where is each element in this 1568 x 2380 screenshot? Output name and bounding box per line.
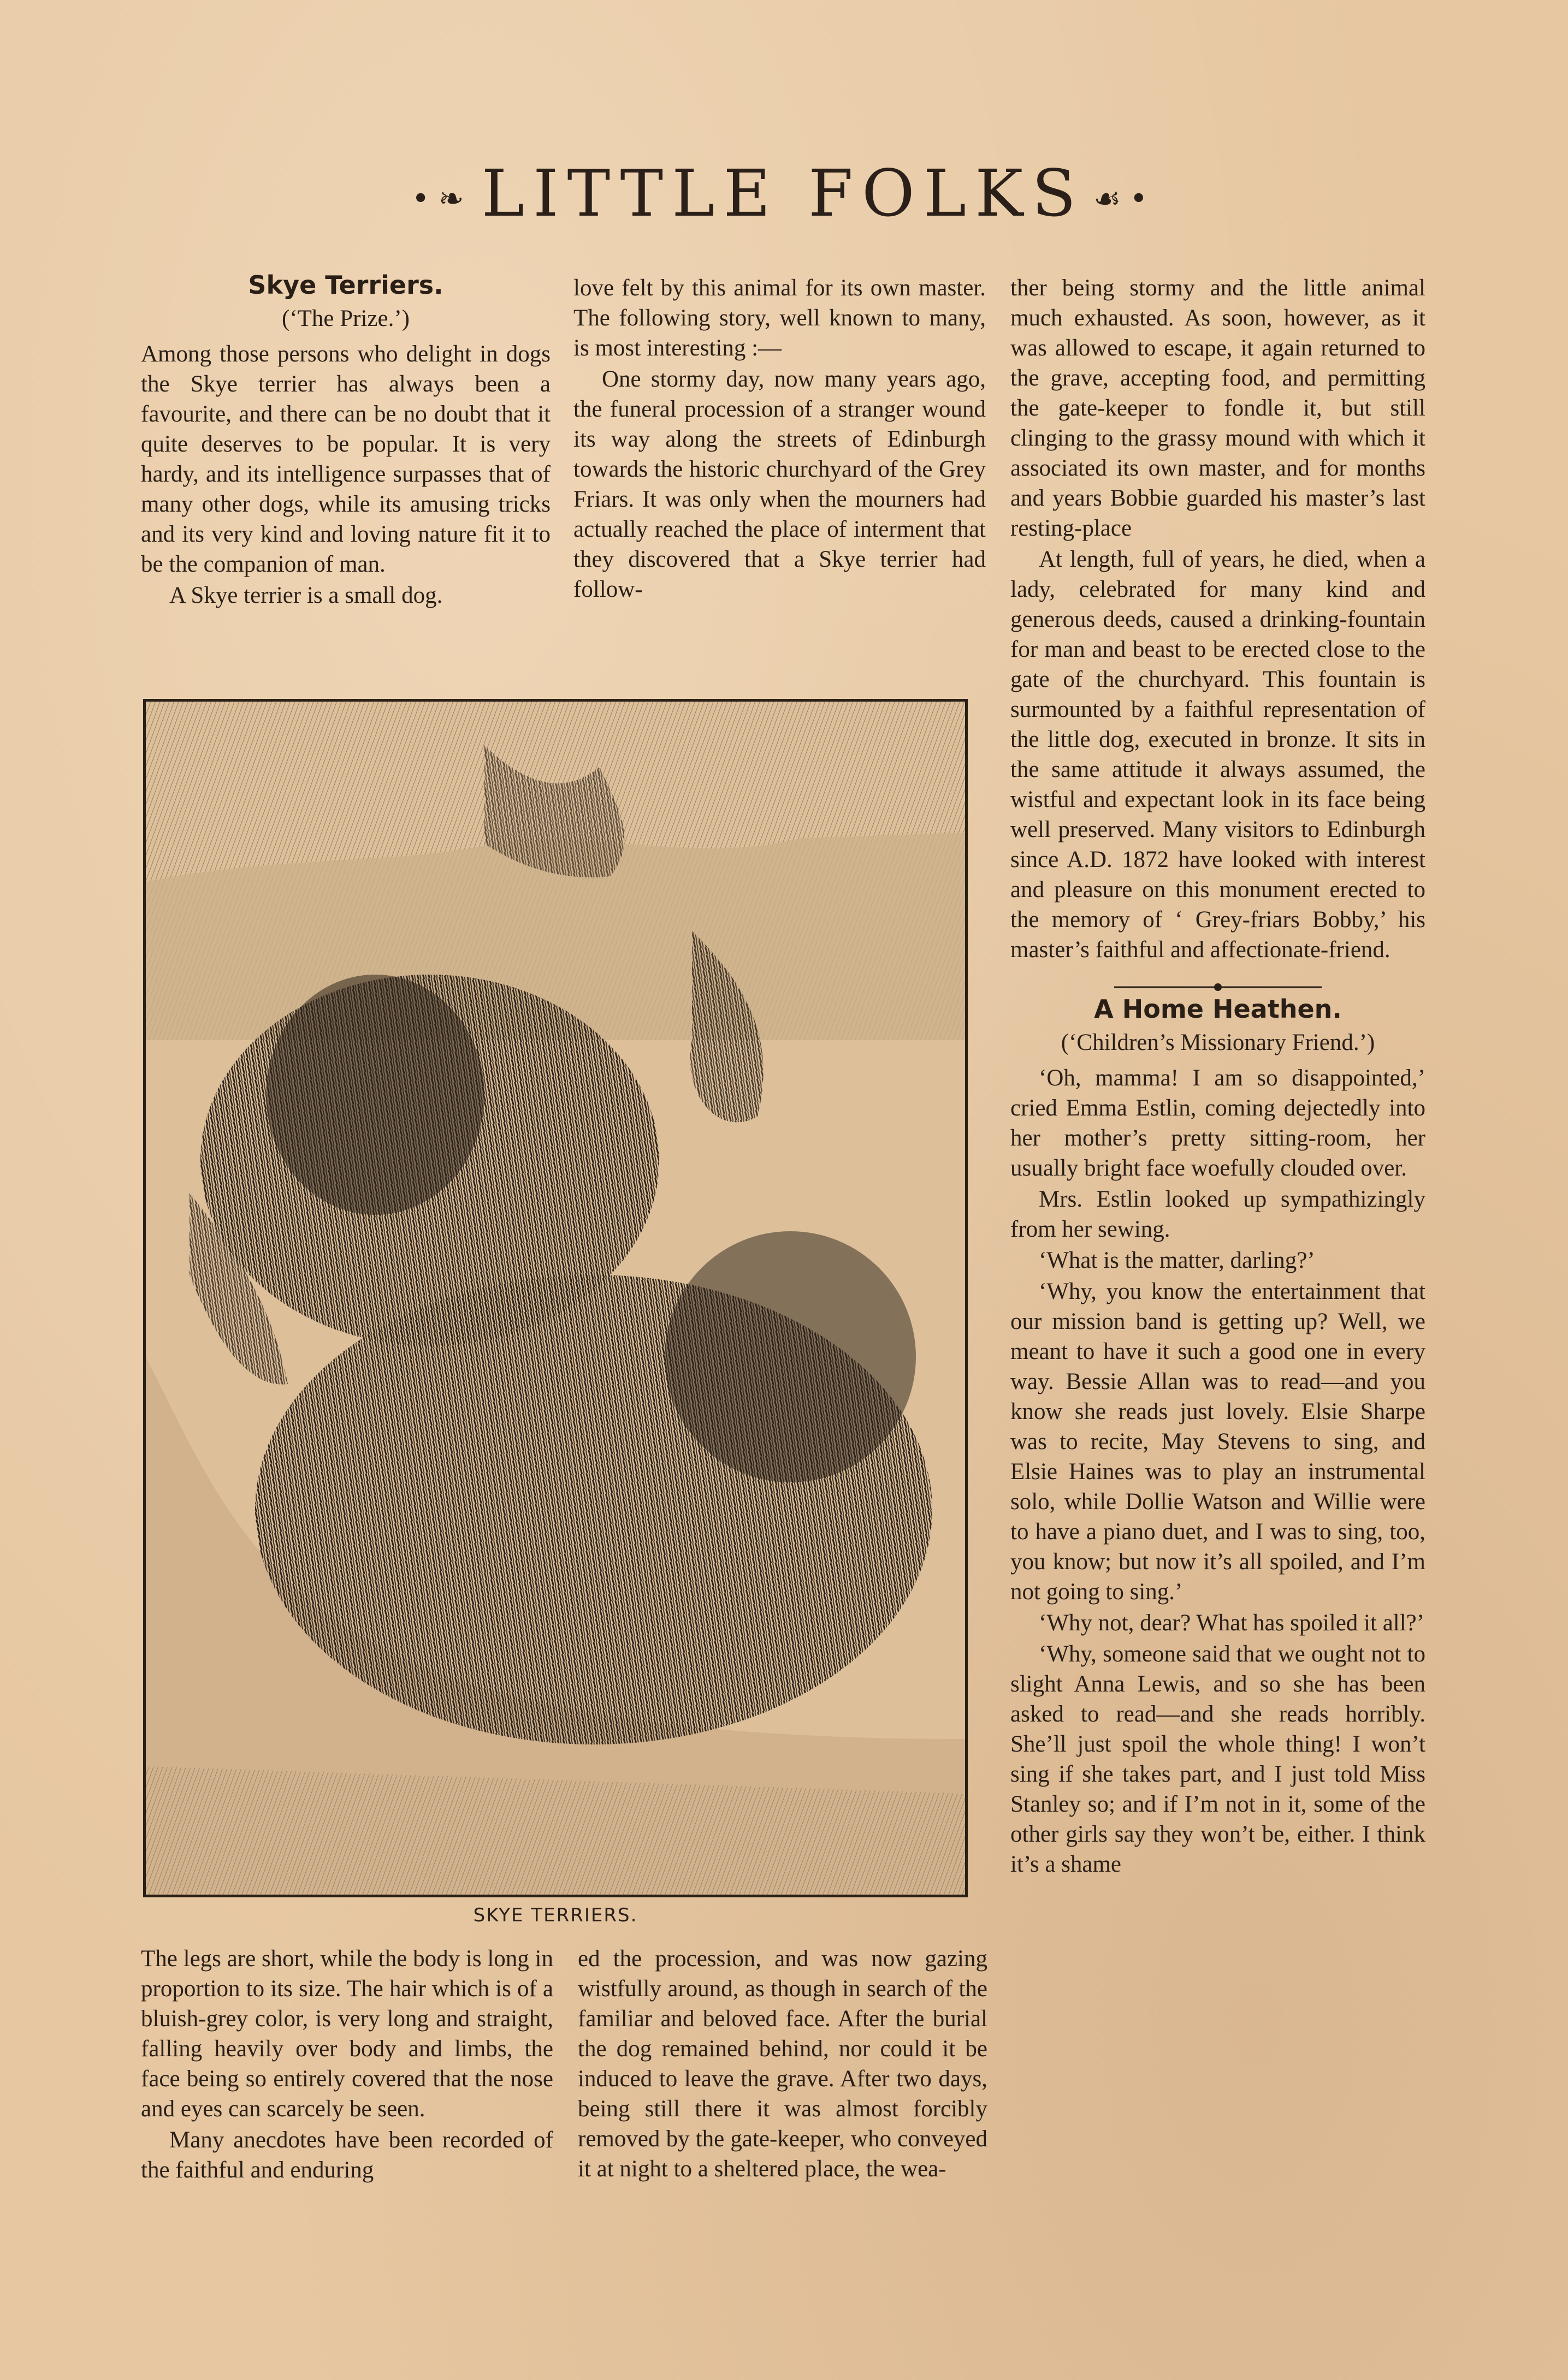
engraving-image xyxy=(146,702,965,1895)
illustration-skye-terriers xyxy=(143,699,968,1897)
article-paragraph: ‘Why not, dear? What has spoiled it all?’ xyxy=(1039,1610,1425,1636)
header-ornament-left: •❧ xyxy=(411,181,473,217)
article-paragraph: One stormy day, now many years ago, the funeral procession of a stranger wound its way along the streets of Edinburgh towards the historic churchyard of the Grey Friars. It was only when the mourners had actually reached the place of interment that they discovered that a Skye terrier had follow- xyxy=(573,366,986,602)
section-header xyxy=(0,156,1568,231)
figure-caption: SKYE TERRIERS. xyxy=(473,1904,638,1926)
article-paragraph: At length, full of years, he died, when a lady, celebrated for many kind and generous deeds, caused a drinking-fountain for man and beast to be erected close to the gate of the churchyard. This fountain is surmounted by a faithful representation of the little dog, executed in bronze. It sits in the same attitude it always assumed, the wistful and expectant look in its face being well preserved. Many visitors to Edinburgh since A.D. 1872 have looked with interest and pleasure on this monument erected to the memory of ‘ Grey-friars Bobby,’ his master’s faithful and affectionate-friend. xyxy=(1010,547,1425,963)
header-ornament-right: ☙• xyxy=(1093,181,1157,217)
divider-ornament xyxy=(1114,982,1322,993)
article-paragraph: ther being stormy and the little animal much exhausted. As soon, however, as it was allowed to escape, it again returned to the grave, accepting food, and permitting the gate-keeper to fondle it, but still clinging to the grassy mound with which it associated its own master, and for months and years Bobbie guarded his master’s last resting-place xyxy=(1010,275,1425,541)
article-paragraph: love felt by this animal for its own master. The following story, well known to many, is most interesting :— xyxy=(573,275,986,361)
column-1-top xyxy=(141,270,551,612)
article-paragraph: The legs are short, while the body is long in proportion to its size. The hair which is of a bluish-grey color, is very long and straight, falling heavily over body and limbs, the face being so entirely covered that the nose and eyes can scarcely be seen. xyxy=(141,1946,553,2122)
column-3 xyxy=(1010,273,1425,1880)
section-divider xyxy=(1010,970,1425,981)
column-1-bottom xyxy=(141,1944,553,2186)
article-paragraph: ‘Why, you know the entertainment that our mission band is getting up? Well, we meant to have it such a good one in every way. Bessie Allan was to read—and you know she reads just lovely. Elsie Sharpe was to recite, May Stevens to sing, and Elsie Haines was to play an instrumental solo, while Dollie Watson and Willie were to have a piano duet, and I was to sing, too, you know; but now it’s all spoiled, and I’m not going to sing.’ xyxy=(1010,1279,1425,1605)
article-paragraph: ‘What is the matter, darling?’ xyxy=(1039,1248,1315,1273)
article-paragraph: Mrs. Estlin looked up sympathizingly from her sewing. xyxy=(1010,1186,1425,1242)
section-title: LITTLE FOLKS xyxy=(481,156,1085,231)
article-paragraph: ed the procession, and was now gazing wistfully around, as though in search of the familiar and beloved face. After the burial the dog remained behind, nor could it be induced to leave the grave. After two days, being still there it was almost forcibly removed by the gate-keeper, who conveyed it at night to a sheltered place, the wea- xyxy=(578,1946,987,2182)
article-source-skye-terriers: (‘The Prize.’) xyxy=(282,306,410,331)
article-source-home-heathen: (‘Children’s Missionary Friend.’) xyxy=(1061,1030,1375,1055)
column-2-top xyxy=(573,273,986,606)
article-paragraph: ‘Why, someone said that we ought not to slight Anna Lewis, and so she has been asked to read—and she reads horribly. She’ll just spoil the whole thing! I won’t sing if she takes part, and I just told Miss Stanley so; and if I’m not in it, some of the other girls say they won’t be, either. I think it’s a shame xyxy=(1010,1641,1425,1877)
article-paragraph: Many anecdotes have been recorded of the faithful and enduring xyxy=(141,2127,553,2183)
article-paragraph: ‘Oh, mamma! I am so disappointed,’ cried Emma Estlin, coming dejectedly into her mother’s pretty sitting-room, her usually bright face woefully clouded over. xyxy=(1010,1065,1425,1181)
article-paragraph: Among those persons who delight in dogs the Skye terrier has always been a favourite, and there can be no doubt that it quite deserves to be popular. It is very hardy, and its intelligence surpasses that of many other dogs, while its amusing tricks and its very kind and loving nature fit it to be the companion of man. xyxy=(141,341,551,577)
column-2-bottom xyxy=(578,1944,987,2185)
article-paragraph: A Skye terrier is a small dog. xyxy=(169,583,443,608)
article-title-home-heathen: A Home Heathen. xyxy=(1094,994,1342,1024)
article-title-skye-terriers: Skye Terriers. xyxy=(248,270,443,300)
